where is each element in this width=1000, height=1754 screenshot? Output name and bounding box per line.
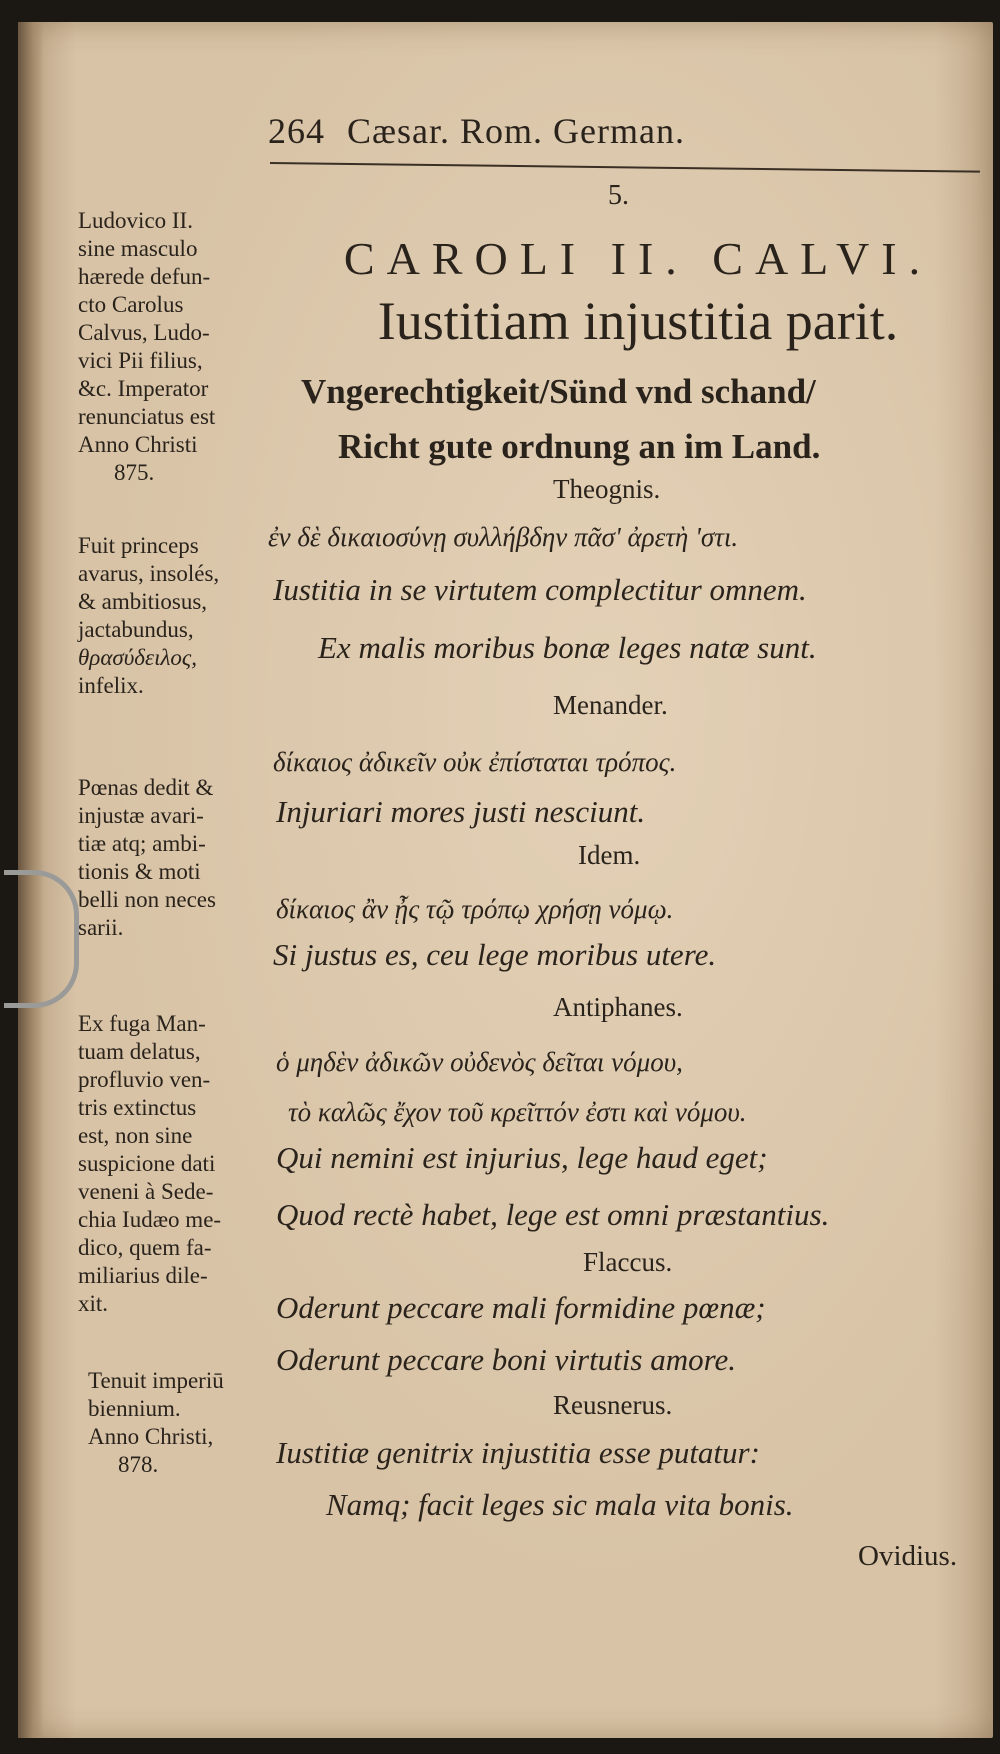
- page-number: 264: [268, 111, 325, 151]
- margin-line: tris extinctus: [78, 1095, 197, 1120]
- attribution-idem: Idem.: [578, 840, 641, 870]
- latin-quote: Injuriari mores justi nesciunt.: [276, 794, 646, 829]
- margin-note-death: [78, 1010, 278, 1318]
- margin-line: vici Pii filius,: [78, 348, 203, 373]
- attribution-reusnerus: Reusnerus.: [553, 1390, 673, 1420]
- margin-line: θρασύδειλος,: [78, 645, 197, 670]
- margin-line: Ex fuga Man-: [78, 1011, 206, 1036]
- section-number: 5.: [608, 180, 629, 211]
- running-header: [268, 110, 973, 152]
- motto: Iustitiam injustitia parit.: [377, 291, 899, 351]
- latin-quote: Quod rectè habet, lege est omni præstantius.: [276, 1197, 830, 1232]
- attribution-antiphanes: Antiphanes.: [553, 992, 683, 1022]
- latin-quote: Iustitiæ genitrix injustitia esse putatur:: [276, 1435, 760, 1470]
- latin-quote: Namq; facit leges sic mala vita bonis.: [326, 1487, 794, 1522]
- latin-quote: Iustitia in se virtutem complectitur omnem.: [273, 572, 807, 607]
- page-clip: [4, 870, 79, 1008]
- margin-line: xit.: [78, 1291, 109, 1316]
- margin-note-accession: [78, 207, 278, 487]
- greek-quote: δίκαιος ἀδικεῖν οὐκ ἐπίσταται τρόπος.: [273, 747, 677, 777]
- latin-quote: Oderunt peccare boni virtutis amore.: [276, 1342, 737, 1377]
- greek-quote: τὸ καλῶς ἔχον τοῦ κρεῖττόν ἐστι καὶ νόμου.: [288, 1097, 747, 1127]
- margin-line: chia Iudæo me-: [78, 1207, 222, 1232]
- margin-line: tiæ atq; ambi-: [78, 831, 206, 856]
- margin-note-character: [78, 532, 278, 700]
- attribution-theognis: Theognis.: [553, 474, 661, 504]
- margin-line: hærede defun-: [78, 264, 211, 289]
- section-title: CAROLI II. CALVI.: [343, 233, 933, 284]
- margin-line: Fuit princeps: [78, 533, 199, 558]
- margin-line: est, non sine: [78, 1123, 193, 1148]
- margin-line: suspicione dati: [78, 1151, 216, 1176]
- greek-quote: ὁ μηδὲν ἀδικῶν οὐδενὸς δεῖται νόμου,: [276, 1047, 683, 1077]
- book-page: [18, 22, 993, 1738]
- margin-line: avarus, insolés,: [78, 561, 220, 586]
- latin-proverb: Ex malis moribus bonæ leges natæ sunt.: [318, 630, 817, 665]
- margin-line: biennium.: [88, 1396, 181, 1421]
- margin-line: & ambitiosus,: [78, 589, 208, 614]
- margin-line: 878.: [118, 1452, 159, 1477]
- margin-line: Anno Christi: [78, 432, 198, 457]
- margin-line: Tenuit imperiū: [88, 1368, 224, 1393]
- margin-line: injustæ avari-: [78, 803, 204, 828]
- margin-line: infelix.: [78, 673, 144, 698]
- attribution-menander: Menander.: [553, 690, 668, 720]
- margin-line: 875.: [114, 460, 155, 485]
- margin-line: Ludovico II.: [78, 208, 193, 233]
- latin-quote: Si justus es, ceu lege moribus utere.: [273, 937, 717, 972]
- margin-line: sarii.: [78, 915, 124, 940]
- margin-line: profluvio ven-: [78, 1067, 211, 1092]
- margin-line: Anno Christi,: [88, 1424, 214, 1449]
- margin-note-penalty: [78, 774, 278, 942]
- margin-note-reign: [88, 1367, 288, 1479]
- margin-line: Calvus, Ludo-: [78, 320, 210, 345]
- header-rule: [270, 162, 980, 173]
- margin-line: dico, quem fa-: [78, 1235, 212, 1260]
- margin-line: veneni à Sede-: [78, 1179, 214, 1204]
- greek-quote: ἐν δὲ δικαιοσύνῃ συλλήβδην πᾶσ' ἀρετὴ 'στι.: [268, 522, 739, 552]
- margin-line: belli non neces: [78, 887, 216, 912]
- greek-quote: δίκαιος ἂν ᾖς τῷ τρόπῳ χρήσῃ νόμῳ.: [276, 894, 674, 924]
- latin-quote: Oderunt peccare mali formidine pœnæ;: [276, 1290, 766, 1325]
- attribution-ovidius: Ovidius.: [858, 1540, 958, 1572]
- margin-line: &c. Imperator: [78, 376, 209, 401]
- latin-quote: Qui nemini est injurius, lege haud eget;: [276, 1140, 768, 1175]
- margin-line: cto Carolus: [78, 292, 184, 317]
- margin-line: tionis & moti: [78, 859, 201, 884]
- german-verse-line: Richt gute ordnung an im Land.: [338, 427, 821, 466]
- margin-line: renunciatus est: [78, 404, 216, 429]
- german-verse-line: Vngerechtigkeit/Sünd vnd schand/: [301, 372, 816, 411]
- margin-line: miliarius dile-: [78, 1263, 208, 1288]
- margin-line: Pœnas dedit &: [78, 775, 214, 800]
- running-title: Cæsar. Rom. German.: [347, 111, 685, 151]
- margin-line: sine masculo: [78, 236, 198, 261]
- margin-line: tuam delatus,: [78, 1039, 201, 1064]
- margin-line: jactabundus,: [78, 617, 194, 642]
- attribution-flaccus: Flaccus.: [583, 1247, 673, 1277]
